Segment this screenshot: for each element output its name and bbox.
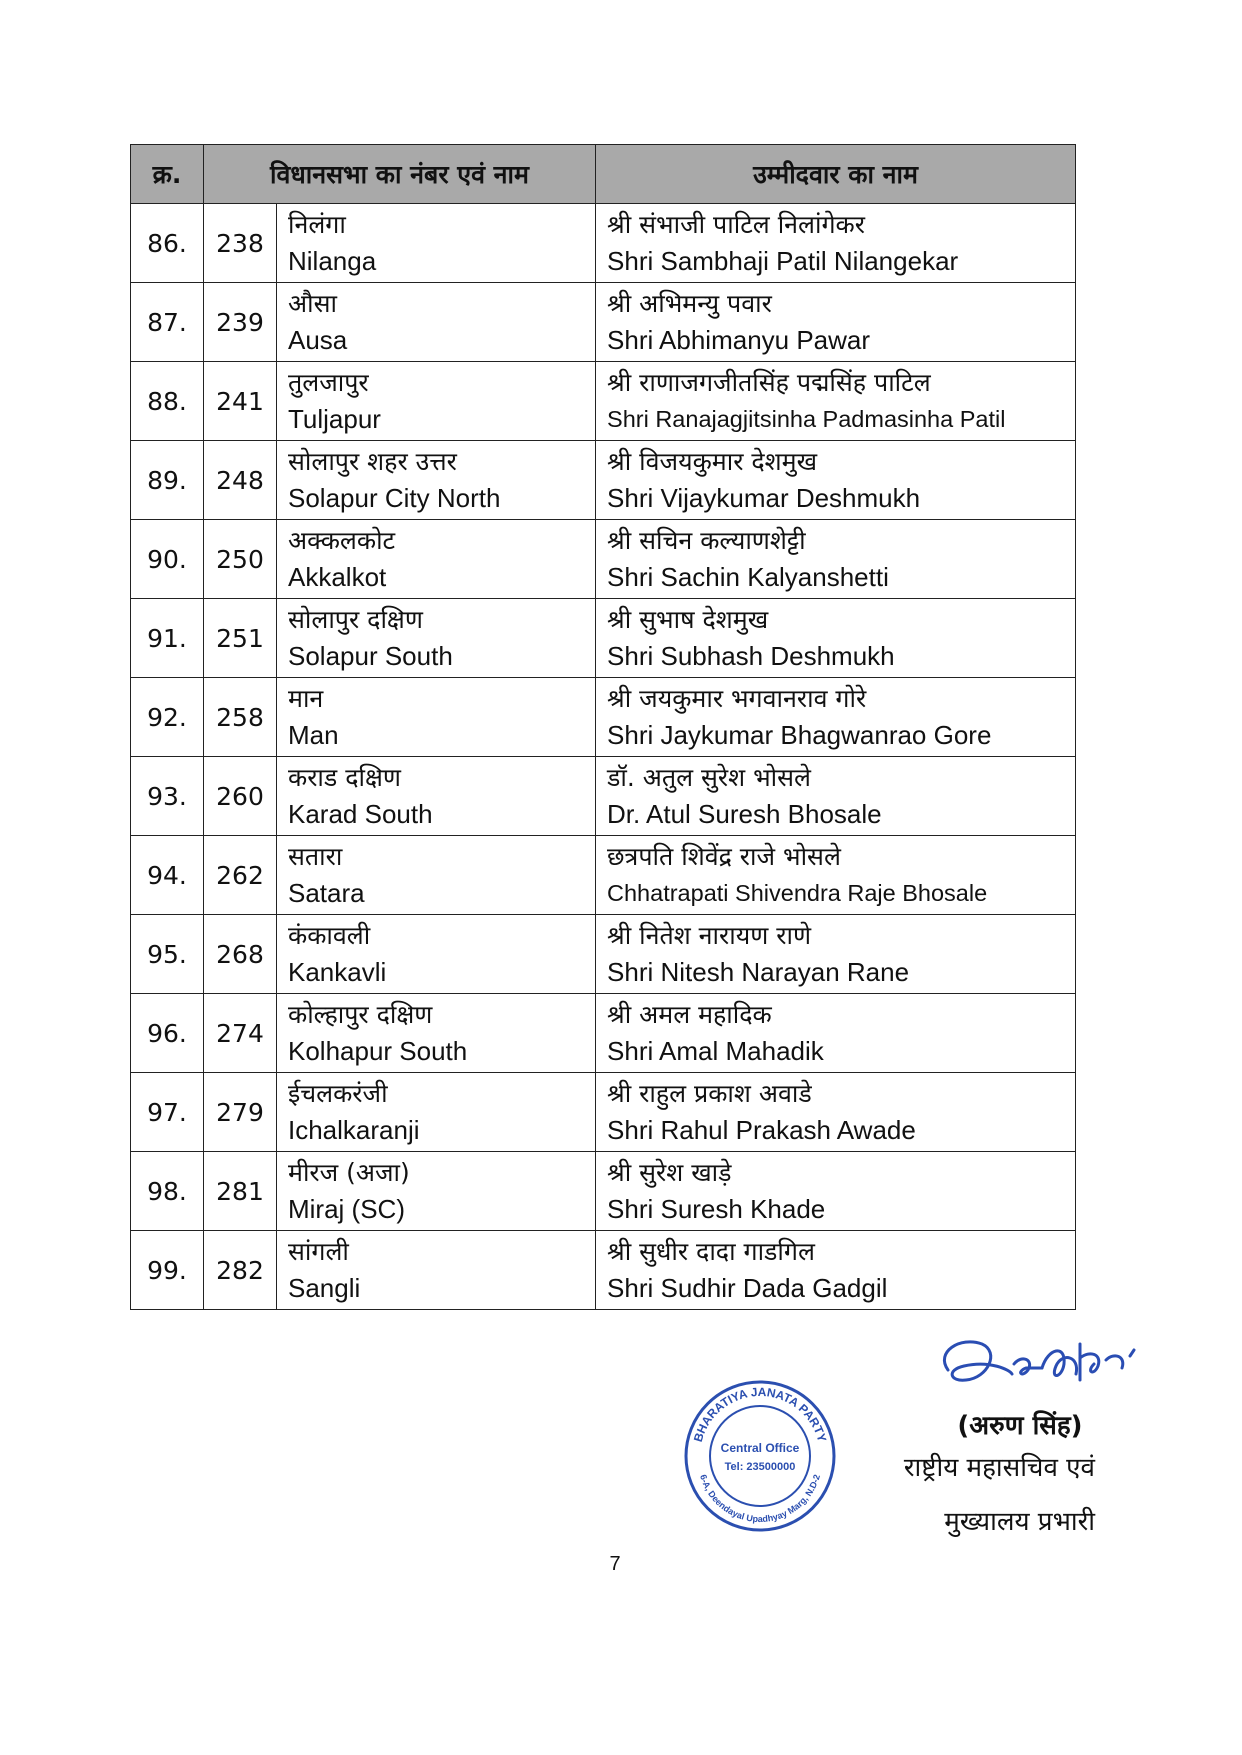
- table-body: [131, 204, 1076, 1310]
- constituency-name-hindi: सतारा: [288, 842, 343, 871]
- candidate-name-hindi: श्री राहुल प्रकाश अवाडे: [607, 1079, 812, 1108]
- candidate-name-english: Shri Abhimanyu Pawar: [607, 325, 871, 355]
- serial-number: 89.: [131, 441, 204, 520]
- candidate-table: [130, 144, 1076, 1310]
- constituency-name-hindi: तुलजापुर: [288, 368, 369, 397]
- serial-number: 92.: [131, 678, 204, 757]
- candidate-name-english: Dr. Atul Suresh Bhosale: [607, 799, 882, 829]
- signatory-title-line-2: मुख्यालय प्रभारी: [944, 1507, 1095, 1537]
- constituency-name-hindi: अक्कलकोट: [288, 526, 396, 555]
- constituency-name-english: Solapur City North: [288, 483, 501, 513]
- constituency-name-cell: [277, 757, 596, 836]
- candidate-name-cell: [596, 678, 1076, 757]
- constituency-number: 238: [204, 204, 277, 283]
- serial-number: 87.: [131, 283, 204, 362]
- candidate-name-hindi: श्री नितेश नारायण राणे: [607, 921, 812, 950]
- candidate-name-cell: [596, 1231, 1076, 1310]
- table-row: [131, 915, 1076, 994]
- candidate-name-cell: [596, 599, 1076, 678]
- constituency-name-hindi: मान: [288, 684, 324, 713]
- seal-line-2: Tel: 23500000: [724, 1461, 796, 1473]
- constituency-number: 260: [204, 757, 277, 836]
- constituency-name-english: Ausa: [288, 325, 348, 355]
- constituency-name-cell: [277, 994, 596, 1073]
- constituency-name-cell: [277, 441, 596, 520]
- constituency-name-hindi: ईचलकरंजी: [288, 1079, 388, 1108]
- candidate-name-hindi: श्री सुरेश खाड़े: [607, 1158, 732, 1187]
- constituency-name-english: Karad South: [288, 799, 433, 829]
- table-row: [131, 283, 1076, 362]
- constituency-name-hindi: कराड दक्षिण: [288, 763, 401, 792]
- constituency-name-hindi: निलंगा: [288, 210, 346, 239]
- constituency-name-english: Kankavli: [288, 957, 387, 987]
- constituency-number: 248: [204, 441, 277, 520]
- serial-number: 86.: [131, 204, 204, 283]
- candidate-name-hindi: श्री अमल महादिक: [607, 1000, 772, 1029]
- candidate-name-cell: [596, 994, 1076, 1073]
- candidate-name-cell: [596, 362, 1076, 441]
- constituency-number: 251: [204, 599, 277, 678]
- serial-number: 96.: [131, 994, 204, 1073]
- constituency-name-english: Akkalkot: [288, 562, 387, 592]
- constituency-name-english: Kolhapur South: [288, 1036, 468, 1066]
- constituency-name-cell: [277, 915, 596, 994]
- constituency-name-cell: [277, 1152, 596, 1231]
- candidate-name-hindi: डॉ. अतुल सुरेश भोसले: [607, 763, 811, 792]
- table-row: [131, 678, 1076, 757]
- handwritten-signature: [930, 1330, 1150, 1400]
- seal-line-1: Central Office: [720, 1441, 800, 1455]
- constituency-name-english: Nilanga: [288, 246, 377, 276]
- candidate-name-hindi: श्री जयकुमार भगवानराव गोरे: [607, 684, 867, 713]
- candidate-name-english: Shri Subhash Deshmukh: [607, 641, 895, 671]
- constituency-number: 239: [204, 283, 277, 362]
- constituency-number: 274: [204, 994, 277, 1073]
- candidate-name-english: Shri Rahul Prakash Awade: [607, 1115, 916, 1145]
- candidate-name-cell: [596, 283, 1076, 362]
- constituency-number: 250: [204, 520, 277, 599]
- constituency-name-english: Ichalkaranji: [288, 1115, 420, 1145]
- candidate-name-cell: [596, 757, 1076, 836]
- candidate-name-cell: [596, 1073, 1076, 1152]
- seal-ring-text: BHARATIYA JANATA PARTY: [690, 1384, 830, 1444]
- constituency-name-english: Man: [288, 720, 339, 750]
- constituency-number: 268: [204, 915, 277, 994]
- constituency-number: 279: [204, 1073, 277, 1152]
- serial-number: 93.: [131, 757, 204, 836]
- candidate-name-english: Chhatrapati Shivendra Raje Bhosale: [607, 880, 988, 906]
- table-row: [131, 994, 1076, 1073]
- candidate-name-hindi: श्री संभाजी पाटिल निलांगेकर: [607, 210, 865, 239]
- table-row: [131, 757, 1076, 836]
- constituency-name-hindi: कोल्हापुर दक्षिण: [288, 1000, 433, 1029]
- constituency-name-hindi: कंकावली: [288, 921, 371, 950]
- header-candidate-name: उम्मीदवार का नाम: [596, 145, 1076, 204]
- constituency-name-cell: [277, 1073, 596, 1152]
- table-row: [131, 520, 1076, 599]
- constituency-name-cell: [277, 283, 596, 362]
- candidate-name-english: Shri Sachin Kalyanshetti: [607, 562, 889, 592]
- candidate-name-english: Shri Amal Mahadik: [607, 1036, 824, 1066]
- candidate-name-hindi: छत्रपति शिवेंद्र राजे भोसले: [607, 842, 841, 871]
- candidate-name-english: Shri Nitesh Narayan Rane: [607, 957, 910, 987]
- table-row: [131, 1073, 1076, 1152]
- constituency-name-hindi: सोलापुर शहर उत्तर: [288, 447, 457, 476]
- serial-number: 98.: [131, 1152, 204, 1231]
- signatory-title-line-1: राष्ट्रीय महासचिव एवं: [903, 1453, 1095, 1483]
- table-row: [131, 1231, 1076, 1310]
- candidate-name-cell: [596, 520, 1076, 599]
- constituency-number: 241: [204, 362, 277, 441]
- candidate-name-hindi: श्री सुधीर दादा गाडगिल: [607, 1237, 815, 1266]
- constituency-name-hindi: सोलापुर दक्षिण: [288, 605, 423, 634]
- constituency-number: 262: [204, 836, 277, 915]
- table-row: [131, 599, 1076, 678]
- candidate-name-english: Shri Sambhaji Patil Nilangekar: [607, 246, 959, 276]
- table-row: [131, 836, 1076, 915]
- constituency-name-hindi: मीरज (अजा): [288, 1158, 410, 1187]
- constituency-name-cell: [277, 362, 596, 441]
- constituency-number: 281: [204, 1152, 277, 1231]
- svg-text:BHARATIYA JANATA PARTY: [691, 1385, 829, 1444]
- constituency-name-cell: [277, 836, 596, 915]
- candidate-name-cell: [596, 1152, 1076, 1231]
- page-number: 7: [609, 1553, 621, 1575]
- constituency-name-cell: [277, 678, 596, 757]
- candidate-name-hindi: श्री राणाजगजीतसिंह पद्मसिंह पाटिल: [607, 368, 931, 397]
- table-row: [131, 441, 1076, 520]
- serial-number: 97.: [131, 1073, 204, 1152]
- header-constituency: विधानसभा का नंबर एवं नाम: [204, 145, 596, 204]
- signatory-name: (अरुण सिंह): [957, 1411, 1083, 1441]
- seal-address-text: 6-A, Deendayal Upadhyay Marg, N.D-2: [698, 1473, 822, 1525]
- serial-number: 88.: [131, 362, 204, 441]
- candidate-name-hindi: श्री विजयकुमार देशमुख: [607, 447, 818, 476]
- serial-number: 90.: [131, 520, 204, 599]
- constituency-number: 258: [204, 678, 277, 757]
- candidate-name-cell: [596, 204, 1076, 283]
- serial-number: 99.: [131, 1231, 204, 1310]
- constituency-name-english: Sangli: [288, 1273, 361, 1303]
- constituency-name-hindi: सांगली: [288, 1237, 349, 1266]
- header-serial-no: क्र.: [131, 145, 204, 204]
- constituency-name-cell: [277, 204, 596, 283]
- candidate-name-english: Shri Sudhir Dada Gadgil: [607, 1273, 888, 1303]
- constituency-number: 282: [204, 1231, 277, 1310]
- serial-number: 91.: [131, 599, 204, 678]
- candidate-name-hindi: श्री सचिन कल्याणशेट्टी: [607, 526, 806, 555]
- candidate-name-english: Shri Suresh Khade: [607, 1194, 826, 1224]
- constituency-name-cell: [277, 599, 596, 678]
- table-row: [131, 362, 1076, 441]
- constituency-name-english: Miraj (SC): [288, 1194, 405, 1224]
- serial-number: 94.: [131, 836, 204, 915]
- constituency-name-english: Tuljapur: [288, 404, 381, 434]
- serial-number: 95.: [131, 915, 204, 994]
- constituency-name-english: Satara: [288, 878, 365, 908]
- candidate-name-hindi: श्री अभिमन्यु पवार: [607, 289, 772, 318]
- candidate-name-hindi: श्री सुभाष देशमुख: [607, 605, 769, 634]
- candidate-name-english: Shri Jaykumar Bhagwanrao Gore: [607, 720, 992, 750]
- candidate-name-cell: [596, 915, 1076, 994]
- candidate-name-cell: [596, 836, 1076, 915]
- constituency-name-cell: [277, 520, 596, 599]
- table-row: [131, 204, 1076, 283]
- constituency-name-hindi: औसा: [288, 289, 337, 318]
- constituency-name-cell: [277, 1231, 596, 1310]
- candidate-name-english: Shri Ranajagjitsinha Padmasinha Patil: [607, 406, 1006, 432]
- candidate-name-english: Shri Vijaykumar Deshmukh: [607, 483, 921, 513]
- table-header-row: [131, 145, 1076, 204]
- constituency-name-english: Solapur South: [288, 641, 453, 671]
- table-row: [131, 1152, 1076, 1231]
- party-seal-stamp: [680, 1376, 840, 1536]
- candidate-name-cell: [596, 441, 1076, 520]
